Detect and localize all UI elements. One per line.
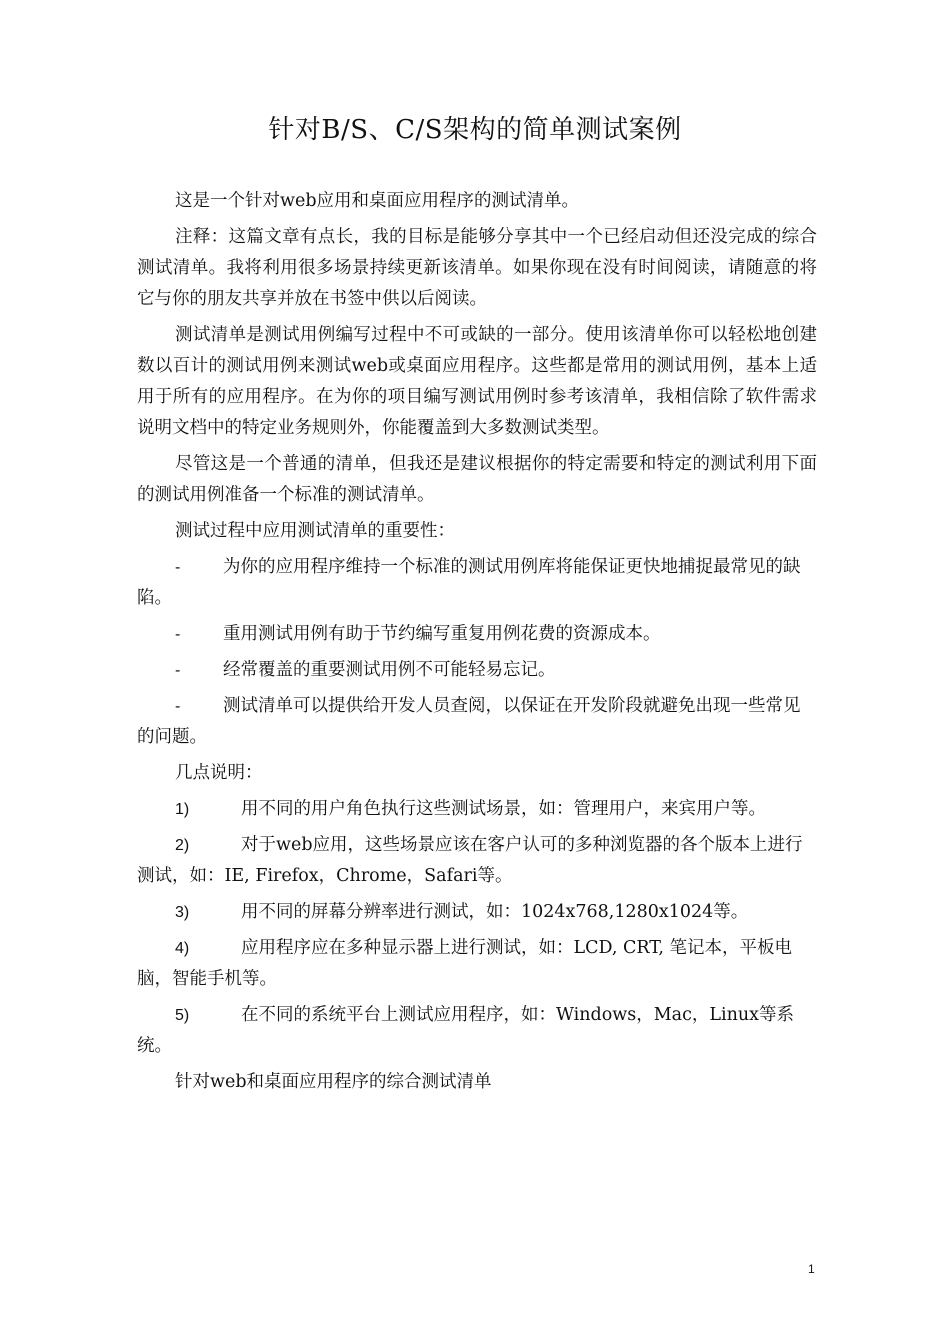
document-body <box>137 186 817 1098</box>
list-item-text: 在不同的系统平台上测试应用程序，如：Windows，Mac，Linux等系统。 <box>137 1005 795 1056</box>
list-item-text: 应用程序应在多种显示器上进行测试，如：LCD, CRT, 笔记本，平板电脑，智能手机等。 <box>137 938 793 989</box>
list-marker: 3) <box>175 904 190 921</box>
list-item-text: 测试清单可以提供给开发人员查阅，以保证在开发阶段就避免出现一些常见的问题。 <box>137 696 801 747</box>
notes-item-2 <box>137 830 817 892</box>
list-marker: 1) <box>175 801 190 818</box>
importance-item-2 <box>137 619 817 650</box>
list-marker: - <box>175 626 181 643</box>
list-marker: 2) <box>175 837 190 854</box>
notes-item-4 <box>137 933 817 995</box>
importance-item-3 <box>137 655 817 686</box>
list-item-text: 为你的应用程序维持一个标准的测试用例库将能保证更快地捕捉最常见的缺陷。 <box>137 557 801 608</box>
list-item-text: 经常覆盖的重要测试用例不可能轻易忘记。 <box>223 660 556 680</box>
document-title: 针对B/S、C/S架构的简单测试案例 <box>268 115 682 145</box>
note-paragraph: 注释：这篇文章有点长，我的目标是能够分享其中一个已经启动但还没完成的综合测试清单。我将利用很多场景持续更新该清单。如果你现在没有时间阅读，请随意的将它与你的朋友共享并放在书签中供以后阅读。 <box>137 227 817 309</box>
notes-item-3 <box>137 897 817 928</box>
notes-heading: 几点说明： <box>175 763 263 783</box>
intro-paragraph: 这是一个针对web应用和桌面应用程序的测试清单。 <box>175 191 580 211</box>
list-marker: 4) <box>175 940 190 957</box>
importance-item-1 <box>137 552 817 614</box>
list-item-text: 用不同的用户角色执行这些测试场景，如：管理用户，来宾用户等。 <box>241 799 766 819</box>
general-paragraph: 尽管这是一个普通的清单，但我还是建议根据你的特定需要和特定的测试利用下面的测试用例准备一个标准的测试清单。 <box>137 454 817 505</box>
importance-heading: 测试过程中应用测试清单的重要性： <box>175 521 455 541</box>
list-marker: - <box>175 559 181 576</box>
page-number: 1 <box>808 1262 815 1276</box>
list-marker: - <box>175 662 181 679</box>
list-marker: 5) <box>175 1007 190 1024</box>
list-item-text: 对于web应用，这些场景应该在客户认可的多种浏览器的各个版本上进行测试，如：IE, Firefox，Chrome，Safari等。 <box>137 835 803 886</box>
notes-item-5 <box>137 1000 817 1062</box>
importance-item-4 <box>137 691 817 753</box>
list-item-text: 用不同的屏幕分辨率进行测试，如：1024x768,1280x1024等。 <box>241 902 749 922</box>
notes-item-1 <box>137 794 817 825</box>
checklist-paragraph: 测试清单是测试用例编写过程中不可或缺的一部分。使用该清单你可以轻松地创建数以百计的测试用例来测试web或桌面应用程序。这些都是常用的测试用例，基本上适用于所有的应用程序。在为你的项目编写测试用例时参考该清单，我相信除了软件需求说明文档中的特定业务规则外，你能覆盖到大多数测试类型。 <box>137 325 817 438</box>
list-marker: - <box>175 698 181 715</box>
list-item-text: 重用测试用例有助于节约编写重复用例花费的资源成本。 <box>223 624 661 644</box>
closing-heading: 针对web和桌面应用程序的综合测试清单 <box>175 1072 492 1092</box>
